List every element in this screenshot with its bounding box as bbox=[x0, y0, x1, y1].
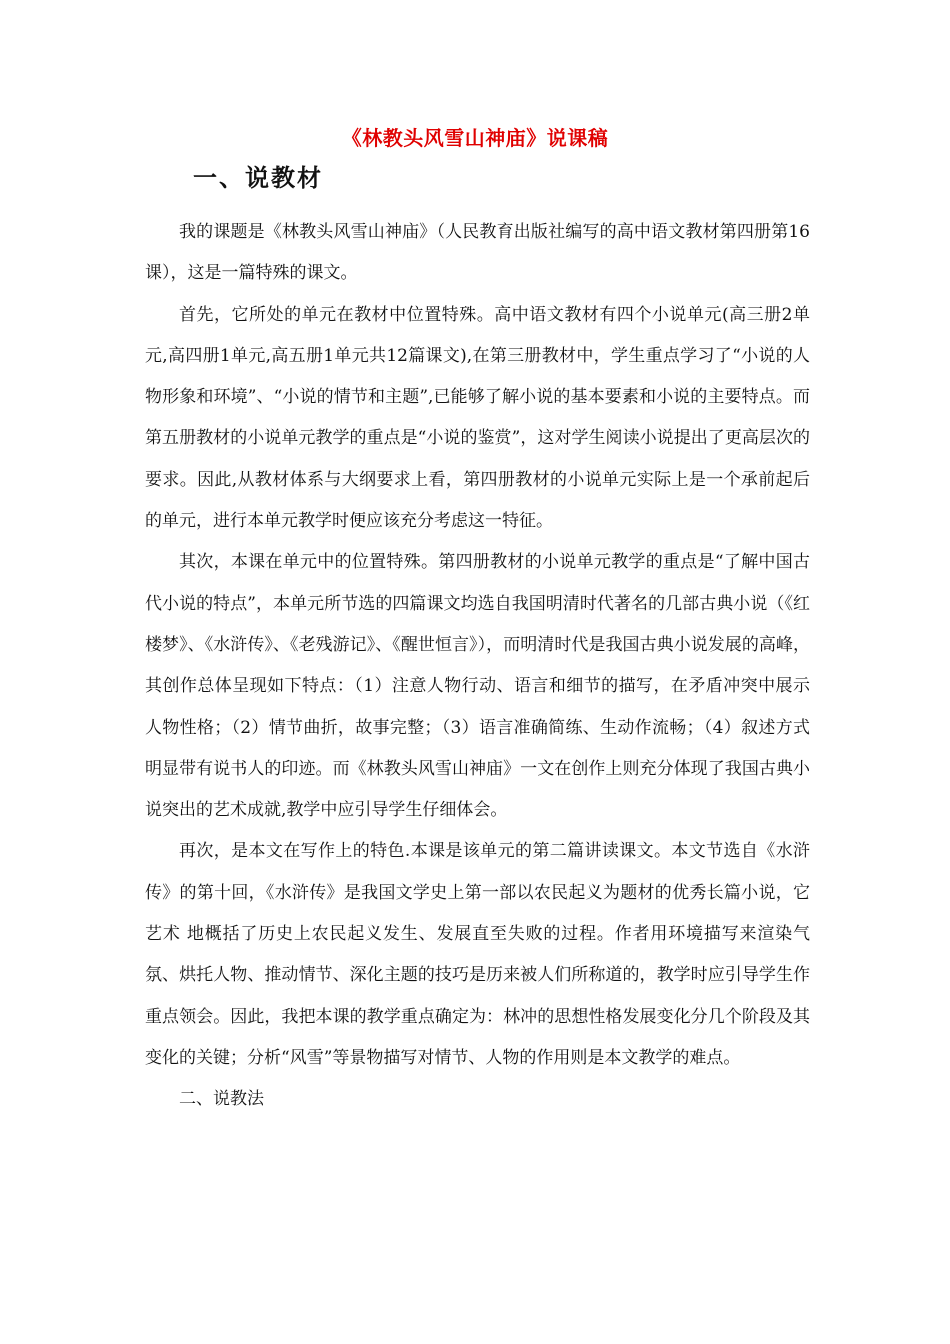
paragraph-first-point: 首先，它所处的单元在教材中位置特殊。高中语文教材有四个小说单元(高三册2单元,高四册1单元,高五册1单元共12篇课文),在第三册教材中，学生重点学习了“小说的人物形象和环境”、“小说的情节和主题”,已能够了解小说的基本要素和小说的主要特点。而第五册教材的小说单元教学的重点是“小说的鉴赏”，这对学生阅读小说提出了更高层次的要求。因此,从教材体系与大纲要求上看，第四册教材的小说单元实际上是一个承前起后的单元，进行本单元教学时便应该充分考虑这一特征。 bbox=[145, 304, 810, 532]
section-heading-teaching-method: 二、说教法 bbox=[179, 1089, 264, 1110]
paragraph-second-point: 其次，本课在单元中的位置特殊。第四册教材的小说单元教学的重点是“了解中国古代小说的特点”，本单元所节选的四篇课文均选自我国明清时代著名的几部古典小说（《红楼梦》、《水浒传》、《老残游记》、《醒世恒言》），而明清时代是我国古典小说发展的高峰，其创作总体呈现如下特点：（1）注意人物行动、语言和细节的描写，在矛盾冲突中展示人物性格；（2）情节曲折，故事完整；（3）语言准确简练、生动作流畅；（4）叙述方式明显带有说书人的印迹。而《林教头风雪山神庙》一文在创作上则充分体现了我国古典小说突出的艺术成就,教学中应引导学生仔细体会。 bbox=[145, 552, 810, 821]
section-heading-teaching-material: 一、说教材 bbox=[193, 163, 323, 192]
paragraph-third-point: 再次，是本文在写作上的特色.本课是该单元的第二篇讲读课文。本文节选自《水浒传》的第十回，《水浒传》是我国文学史上第一部以农民起义为题材的优秀长篇小说，它艺术 地概括了历史上农民起义发生、发展直至失败的过程。作者用环境描写来渲染气氛、烘托人物、推动情节、深化主题的技巧是历来被人们所称道的，教学时应引导学生作重点领会。因此，我把本课的教学重点确定为：林冲的思想性格发展变化分几个阶段及其变化的关键；分析“风雪”等景物描写对情节、人物的作用则是本文教学的难点。 bbox=[145, 841, 810, 1068]
document-title: 《林教头风雪山神庙》说课稿 bbox=[341, 126, 609, 150]
body-text bbox=[145, 212, 810, 1121]
paragraph-lesson-intro: 我的课题是《林教头风雪山神庙》（人民教育出版社编写的高中语文教材第四册第16课），这是一篇特殊的课文。 bbox=[145, 222, 810, 284]
